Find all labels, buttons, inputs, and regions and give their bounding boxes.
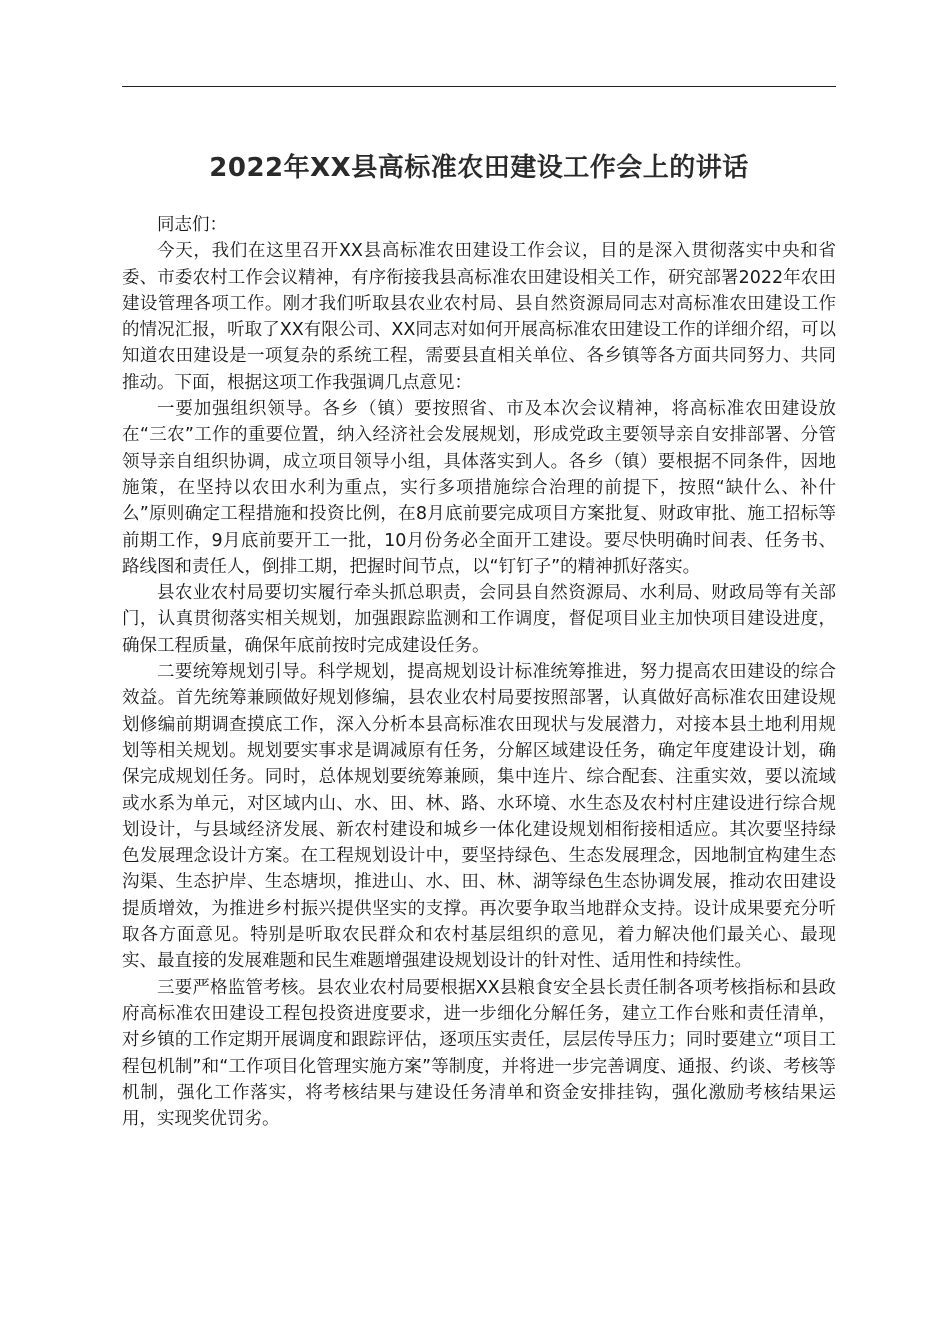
document-title: 2022年XX县高标准农田建设工作会上的讲话 [209,153,749,183]
header-rule [122,86,836,87]
paragraph-supervision: 三要严格监管考核。县农业农村局要根据XX县粮食安全县长责任制各项考核指标和县政府高标准农田建设工程包投资进度要求，进一步细化分解任务，建立工作台账和责任清单，对乡镇的工作定期开展调度和跟踪评估，逐项压实责任，层层传导压力；同时要建立“项目工程包机制”和“工作项目化管理实施方案”等制度，并将进一步完善调度、通报、约谈、考核等机制，强化工作落实，将考核结果与建设任务清单和资金安排挂钩，强化激励考核结果运用，实现奖优罚劣。 [122,977,836,1130]
paragraph-intro: 今天，我们在这里召开XX县高标准农田建设工作会议，目的是深入贯彻落实中央和省委、市委农村工作会议精神，有序衔接我县高标准农田建设相关工作，研究部署2022年农田建设管理各项工作。刚才我们听取县农业农村局、县自然资源局同志对高标准农田建设工作的情况汇报，听取了XX有限公司、XX同志对如何开展高标准农田建设工作的详细介绍，可以知道农田建设是一项复杂的系统工程，需要县直相关单位、各乡镇等各方面共同努力、共同推动。下面，根据这项工作我强调几点意见： [122,241,836,393]
paragraph-agriculture-bureau: 县农业农村局要切实履行牵头抓总职责，会同县自然资源局、水利局、财政局等有关部门，认真贯彻落实相关规划，加强跟踪监测和工作调度，督促项目业主加快项目建设进度，确保工程质量，确保年底前按时完成建设任务。 [122,583,836,656]
paragraph-organization: 一要加强组织领导。各乡（镇）要按照省、市及本次会议精神，将高标准农田建设放在“三农”工作的重要位置，纳入经济社会发展规划，形成党政主要领导亲自安排部署、分管领导亲自组织协调，成立项目领导小组，具体落实到人。各乡（镇）要根据不同条件，因地施策，在坚持以农田水利为重点，实行多项措施综合治理的前提下，按照“缺什么、补什么”原则确定工程措施和投资比例，在8月底前要完成项目方案批复、财政审批、施工招标等前期工作，9月底前要开工一批，10月份务必全面开工建设。要尽快明确时间表、任务书、路线图和责任人，倒排工期，把握时间节点，以“钉钉子”的精神抓好落实。 [122,399,836,577]
paragraph-planning: 二要统筹规划引导。科学规划，提高规划设计标准统筹推进，努力提高农田建设的综合效益。首先统筹兼顾做好规划修编，县农业农村局要按照部署，认真做好高标准农田建设规划修编前期调查摸底工作，深入分析本县高标准农田现状与发展潜力，对接本县土地利用规划等相关规划。规划要实事求是调减原有任务，分解区域建设任务，确定年度建设计划，确保完成规划任务。同时，总体规划要统筹兼顾，集中连片、综合配套、注重实效，要以流域或水系为单元，对区域内山、水、田、林、路、水环境、水生态及农村村庄建设进行综合规划设计，与县域经济发展、新农村建设和城乡一体化建设规划相衔接相适应。其次要坚持绿色发展理念设计方案。在工程规划设计中，要坚持绿色、生态发展理念，因地制宜构建生态沟渠、生态护岸、生态塘坝，推进山、水、田、林、湖等绿色生态协调发展，推动农田建设提质增效，为推进乡村振兴提供坚实的支撑。再次要争取当地群众支持。设计成果要充分听取各方面意见。特别是听取农民群众和农村基层组织的意见，着力解决他们最关心、最现实、最直接的发展难题和民生难题增强建设规划设计的针对性、适用性和持续性。 [122,662,836,972]
document-body [122,212,836,1132]
salutation: 同志们： [157,215,227,235]
